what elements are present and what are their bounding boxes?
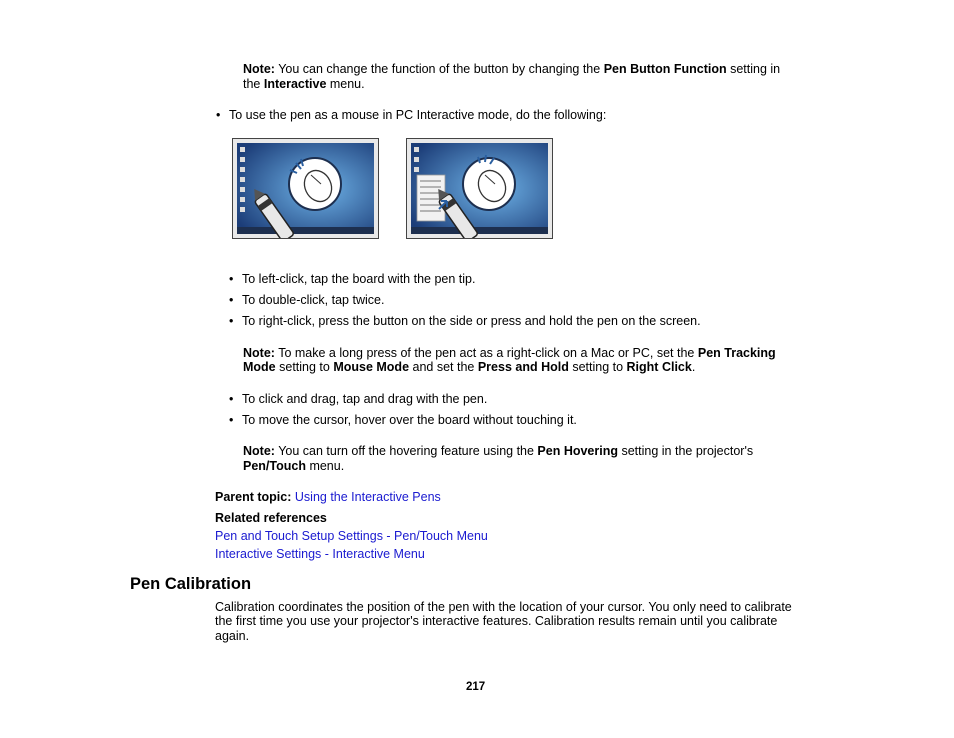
list-item-text: To click and drag, tap and drag with the pen. bbox=[242, 392, 488, 406]
note-2-line-2 bbox=[243, 360, 695, 375]
note-bold: Pen Hovering bbox=[537, 444, 618, 458]
note-text: menu. bbox=[305, 459, 345, 473]
note-text: To make a long press of the pen act as a right-click on a Mac or PC, set the bbox=[274, 346, 698, 360]
pen-right-click-illustration bbox=[407, 139, 552, 238]
note-bold: Press and Hold bbox=[477, 360, 569, 374]
figure-right-click bbox=[406, 138, 553, 239]
note-3-line-2 bbox=[243, 459, 344, 474]
page-number: 217 bbox=[466, 681, 486, 693]
list-item-text: To move the cursor, hover over the board without touching it. bbox=[242, 413, 577, 427]
bullet-dot: • bbox=[229, 314, 234, 328]
related-link[interactable]: Interactive Settings - Interactive Menu bbox=[215, 547, 425, 561]
note-3-line-1 bbox=[243, 444, 753, 459]
figure-left-click bbox=[232, 138, 379, 239]
list-item-text: To left-click, tap the board with the pen tip. bbox=[242, 272, 476, 286]
related-label-text: Related references bbox=[215, 511, 327, 525]
note-label: Note: bbox=[243, 444, 275, 458]
note-text: You can change the function of the button by changing the bbox=[274, 62, 604, 76]
note-bold: Pen Tracking bbox=[697, 346, 776, 360]
bullet-dot: • bbox=[229, 293, 234, 307]
list-item-text: To right-click, press the button on the side or press and hold the pen on the screen. bbox=[242, 314, 701, 328]
section-body-line-3: again. bbox=[215, 629, 250, 643]
related-link[interactable]: Pen and Touch Setup Settings - Pen/Touch Menu bbox=[215, 529, 488, 543]
section-body-line-1: Calibration coordinates the position of the pen with the location of your cursor. You only need to calibrate bbox=[215, 600, 792, 614]
note-bold: Mode bbox=[243, 360, 276, 374]
note-text: setting to bbox=[568, 360, 627, 374]
related-link-interactive[interactable] bbox=[215, 547, 425, 562]
related-link-pen-touch[interactable] bbox=[215, 529, 488, 544]
note-bold: Right Click bbox=[626, 360, 692, 374]
note-bold: Pen Button Function bbox=[603, 62, 727, 76]
note-text: setting in bbox=[726, 62, 781, 76]
note-text: menu. bbox=[326, 77, 365, 91]
list-item-text: To double-click, tap twice. bbox=[242, 293, 385, 307]
note-text: . bbox=[691, 360, 696, 374]
note-bold: Mouse Mode bbox=[333, 360, 410, 374]
note-label: Note: bbox=[243, 346, 275, 360]
related-references-label bbox=[215, 511, 327, 526]
note-text: You can turn off the hovering feature using the bbox=[274, 444, 538, 458]
parent-topic-link[interactable]: Using the Interactive Pens bbox=[294, 490, 441, 504]
bullet-dot: • bbox=[229, 272, 234, 286]
note-1-line-1 bbox=[243, 62, 780, 77]
section-body-line-2: the first time you use your projector's interactive features. Calibration results remain until you calibrate bbox=[215, 614, 778, 628]
note-text: setting to bbox=[275, 360, 334, 374]
note-bold: Pen/Touch bbox=[243, 459, 306, 473]
note-text: and set the bbox=[409, 360, 478, 374]
list-item-text: To use the pen as a mouse in PC Interactive mode, do the following: bbox=[229, 108, 607, 122]
section-heading: Pen Calibration bbox=[130, 575, 252, 593]
bullet-dot: • bbox=[216, 108, 221, 122]
pen-left-click-illustration bbox=[233, 139, 378, 238]
note-2-line-1 bbox=[243, 346, 776, 361]
bullet-dot: • bbox=[229, 392, 234, 406]
parent-topic bbox=[215, 490, 441, 505]
bullet-dot: • bbox=[229, 413, 234, 427]
note-1-line-2 bbox=[243, 77, 365, 92]
note-bold: Interactive bbox=[263, 77, 327, 91]
note-text: setting in the projector's bbox=[618, 444, 754, 458]
parent-topic-label: Parent topic: bbox=[215, 490, 292, 504]
note-label: Note: bbox=[243, 62, 275, 76]
note-text: the bbox=[243, 77, 264, 91]
